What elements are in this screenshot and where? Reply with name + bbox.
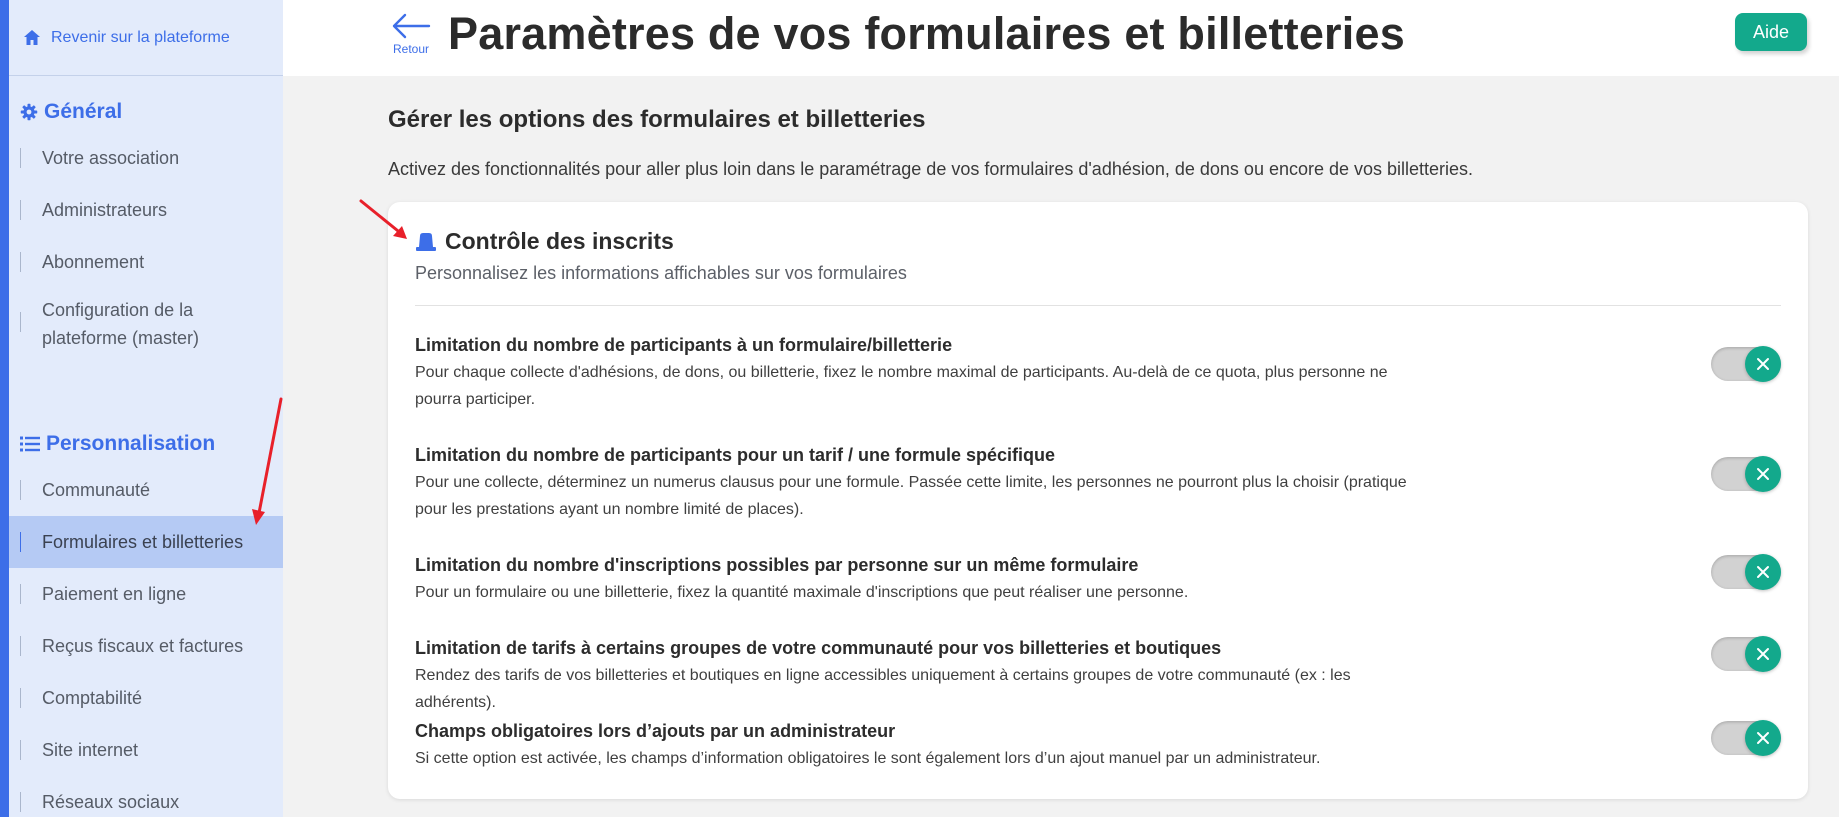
sidebar-item-label: Paiement en ligne xyxy=(42,583,187,604)
toggle-knob xyxy=(1745,636,1781,672)
home-icon xyxy=(23,29,41,46)
toggle-knob xyxy=(1745,346,1781,382)
sidebar-item-reseaux-sociaux[interactable] xyxy=(9,776,283,817)
option-limit-tarifs-groups xyxy=(415,634,1781,716)
section-general-label: Général xyxy=(44,100,123,123)
sidebar-item-paiement-en-ligne[interactable] xyxy=(9,568,283,620)
list-icon xyxy=(20,436,40,452)
page-title: Paramètres de vos formulaires et billetteries xyxy=(448,8,1405,59)
option-toggle[interactable] xyxy=(1711,637,1781,671)
annotation-arrow-icon xyxy=(355,195,415,250)
close-icon xyxy=(1756,467,1770,481)
close-icon xyxy=(1756,357,1770,371)
option-title: Limitation du nombre d'inscriptions possibles par personne sur un même formulaire xyxy=(415,555,1139,575)
option-title: Limitation de tarifs à certains groupes de votre communauté pour vos billetteries et boutiques xyxy=(415,638,1222,658)
sidebar xyxy=(0,0,283,817)
sidebar-item-label: Réseaux sociaux xyxy=(42,791,180,812)
annotation-arrow-icon xyxy=(245,395,285,530)
sidebar-item-abonnement[interactable] xyxy=(9,236,283,288)
card-title-text: Contrôle des inscrits xyxy=(445,228,674,254)
sidebar-item-comptabilite[interactable] xyxy=(9,672,283,724)
card-description: Personnalisez les informations affichables sur vos formulaires xyxy=(415,263,907,283)
toggle-knob xyxy=(1745,554,1781,590)
sidebar-item-label: Votre association xyxy=(42,147,180,168)
option-description: Si cette option est activée, les champs d’information obligatoires le sont également lors d’un ajout manuel par un administrateur. xyxy=(415,750,1321,767)
section-personnalisation-label: Personnalisation xyxy=(46,432,216,455)
sidebar-item-formulaires-billetteries[interactable] xyxy=(9,516,283,568)
sidebar-item-administrateurs[interactable] xyxy=(9,184,283,236)
card-header xyxy=(415,228,1781,306)
sidebar-item-communaute[interactable] xyxy=(9,464,283,516)
section-general-title xyxy=(9,92,283,132)
close-icon xyxy=(1756,565,1770,579)
back-button-label: Retour xyxy=(392,42,430,56)
option-toggle[interactable] xyxy=(1711,457,1781,491)
section-personnalisation-title xyxy=(9,424,283,464)
back-to-platform-link[interactable] xyxy=(9,0,283,76)
option-limit-participants-tarif xyxy=(415,441,1781,523)
back-to-platform-label: Revenir sur la plateforme xyxy=(51,28,230,46)
option-description: Pour un formulaire ou une billetterie, fixez la quantité maximale d'inscriptions que peut réaliser une personne. xyxy=(415,584,1189,601)
toggle-knob xyxy=(1745,720,1781,756)
siren-icon xyxy=(415,232,437,252)
sidebar-item-configuration[interactable] xyxy=(9,288,209,356)
help-button[interactable]: Aide xyxy=(1735,13,1807,51)
close-icon xyxy=(1756,731,1770,745)
card-title xyxy=(415,228,1781,255)
option-toggle[interactable] xyxy=(1711,555,1781,589)
option-title: Limitation du nombre de participants pour un tarif / une formule spécifique xyxy=(415,445,1056,465)
sidebar-item-votre-association[interactable] xyxy=(9,132,283,184)
option-limit-participants-form xyxy=(415,331,1781,413)
option-toggle[interactable] xyxy=(1711,721,1781,755)
sidebar-item-label: Formulaires et billetteries xyxy=(42,531,244,552)
sidebar-item-recus-fiscaux[interactable] xyxy=(9,620,283,672)
sidebar-item-site-internet[interactable] xyxy=(9,724,283,776)
sidebar-item-label: Comptabilité xyxy=(42,687,143,708)
option-description: Pour une collecte, déterminez un numerus clausus pour une formule. Passée cette limite, les personnes ne pourront plus la choisir (pratique pour les prestations ayant un nombre limité de places). xyxy=(415,474,1407,518)
option-description: Pour chaque collecte d'adhésions, de dons, ou billetterie, fixez le nombre maximal de participants. Au-delà de ce quota, plus personne ne pourra participer. xyxy=(415,364,1388,408)
option-description: Rendez des tarifs de vos billetteries et boutiques en ligne accessibles uniquement à certains groupes de votre communauté (ex : les adhérents). xyxy=(415,667,1351,711)
sidebar-item-label: Site internet xyxy=(42,739,139,760)
option-title: Champs obligatoires lors d’ajouts par un administrateur xyxy=(415,721,896,741)
arrow-left-icon xyxy=(391,13,431,39)
gear-icon xyxy=(20,103,38,121)
sidebar-item-label: Abonnement xyxy=(42,251,145,272)
close-icon xyxy=(1756,647,1770,661)
option-limit-inscriptions-per-person xyxy=(415,551,1781,606)
option-required-fields-admin xyxy=(415,717,1781,772)
option-title: Limitation du nombre de participants à un formulaire/billetterie xyxy=(415,335,953,355)
sidebar-item-label: Administrateurs xyxy=(42,199,168,220)
toggle-knob xyxy=(1745,456,1781,492)
section-intro: Activez des fonctionnalités pour aller plus loin dans le paramétrage de vos formulaires d'adhésion, de dons ou encore de vos billetteries. xyxy=(388,159,1474,179)
sidebar-item-label: Reçus fiscaux et factures xyxy=(42,635,244,656)
page-header xyxy=(283,0,1839,76)
section-subtitle: Gérer les options des formulaires et billetteries xyxy=(388,106,926,133)
option-toggle[interactable] xyxy=(1711,347,1781,381)
sidebar-item-label: Communauté xyxy=(42,479,151,500)
back-button[interactable] xyxy=(390,13,432,56)
sidebar-item-label: Configuration de la plateforme (master) xyxy=(42,300,200,348)
controle-inscrits-card xyxy=(388,202,1808,799)
